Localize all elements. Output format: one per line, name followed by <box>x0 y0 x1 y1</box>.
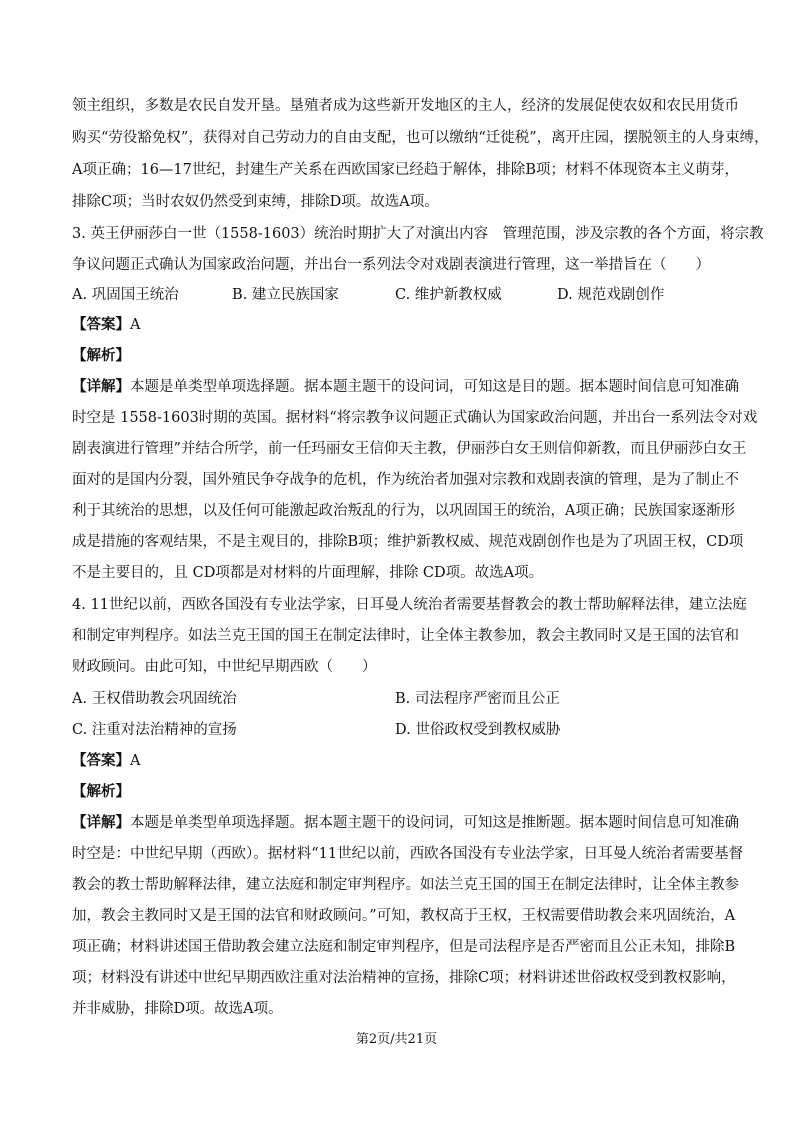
detail-line: 项；材料没有讲述中世纪早期西欧注重对法治精神的宣扬，排除C项；材料讲述世俗政权受到教权影响， <box>72 970 736 986</box>
analysis-tag: 【解析】 <box>72 347 130 364</box>
detail-line: 加，教会主教同时又是王国的法官和财政顾问。”可知，教权高于王权，王权需要借助教会来巩固统治，A <box>72 908 736 924</box>
detail-line: 【详解】本题是单类型单项选择题。据本题主题干的设问词，可知这是推断题。据本题时间信息可知准确 <box>72 814 739 831</box>
answer-line <box>72 750 140 772</box>
option-a: A. 巩固国王统治 <box>72 287 179 303</box>
page-footer: 第2页/共21页 <box>355 1032 438 1047</box>
option-b: B. 建立民族国家 <box>232 287 339 303</box>
detail-line: 教会的教士帮助解释法律，建立法庭和制定审判程序。如法兰克王国的国王在制定法律时，让全体主教参 <box>72 877 739 893</box>
detail-line: 成是措施的客观结果，不是主观目的，排除B项；维护新教权威、规范戏剧创作也是为了巩固王权，CD项 <box>72 534 744 550</box>
question-4-options-row2 <box>0 719 793 741</box>
paragraph-line: 购买“劳役豁免权”，获得对自己劳动力的自由支配，也可以缴纳“迁徙税”，离开庄园，摆脱领主的人身束缚， <box>72 130 769 146</box>
paragraph-line: A项正确；16—17世纪，封建生产关系在西欧国家已经趋于解体，排除B项；材料不体现资本主义萌芽， <box>72 162 740 178</box>
question-4-stem: 和制定审判程序。如法兰克王国的国王在制定法律时，让全体主教参加，教会主教同时又是王国的法官和 <box>72 628 739 644</box>
detail-line: 面对的是国内分裂，国外殖民争夺战争的危机，作为统治者加强对宗教和戏剧表演的管理，是为了制止不 <box>72 472 739 488</box>
question-3-options <box>0 284 793 306</box>
question-4-stem: 4. 11世纪以前，西欧各国没有专业法学家，日耳曼人统治者需要基督教会的教士帮助解释法律，建立法庭 <box>72 597 747 613</box>
option-b: B. 司法程序严密而且公正 <box>395 691 560 707</box>
detail-line: 项正确；材料讲述国王借助教会建立法庭和制定审判程序，但是司法程序是否严密而且公正未知，排除B <box>72 939 736 955</box>
answer-line <box>72 314 140 336</box>
detail-line: 时空是：中世纪早期（西欧）。据材料“11世纪以前，西欧各国没有专业法学家，日耳曼人统治者需要基督 <box>72 846 744 862</box>
question-3-stem: 争议问题正式确认为国家政治问题，并出台一系列法令对戏剧表演进行管理，这一举措旨在（ ） <box>72 257 710 273</box>
paragraph-line: 排除C项；当时农奴仍然受到束缚，排除D项。故选A项。 <box>72 194 439 210</box>
question-3-stem: 3. 英王伊丽莎白一世（1558-1603）统治时期扩大了对演出内容 管理范围，涉及宗教的各个方面，将宗教 <box>72 226 764 242</box>
detail-line: 时空是 1558-1603时期的英国。据材料“将宗教争议问题正式确认为国家政治问题，并出台一系列法令对戏 <box>72 410 758 426</box>
detail-tag: 【详解】 <box>72 814 130 831</box>
detail-line: 并非威胁，排除D项。故选A项。 <box>72 1001 283 1017</box>
detail-line: 【详解】本题是单类型单项选择题。据本题主题干的设问词，可知这是目的题。据本题时间信息可知准确 <box>72 378 739 395</box>
answer-value: A <box>130 317 141 333</box>
detail-line: 利于其统治的思想，以及任何可能激起政治叛乱的行为，以巩固国王的统治，A项正确；民族国家逐渐形 <box>72 503 735 519</box>
option-d: D. 世俗政权受到教权威胁 <box>395 722 561 738</box>
answer-value: A <box>130 753 141 769</box>
option-c: C. 注重对法治精神的宣扬 <box>72 722 237 738</box>
option-c: C. 维护新教权威 <box>395 287 502 303</box>
paragraph-line: 领主组织，多数是农民自发开垦。垦殖者成为这些新开发地区的主人，经济的发展促使农奴和农民用货币 <box>72 98 739 114</box>
question-4-options-row1 <box>0 688 793 710</box>
detail-tag: 【详解】 <box>72 378 130 395</box>
option-a: A. 王权借助教会巩固统治 <box>72 691 237 707</box>
option-d: D. 规范戏剧创作 <box>557 287 665 303</box>
question-4-stem: 财政顾问。由此可知，中世纪早期西欧（ ） <box>72 659 377 675</box>
analysis-tag: 【解析】 <box>72 783 130 800</box>
detail-line: 剧表演进行管理”并结合所学，前一任玛丽女王信仰天主教，伊丽莎白女王则信仰新教，而且伊丽莎白女王 <box>72 441 747 457</box>
detail-line: 不是主要目的，且 CD项都是对材料的片面理解，排除 CD项。故选A项。 <box>72 565 544 581</box>
answer-tag: 【答案】 <box>72 316 130 333</box>
answer-tag: 【答案】 <box>72 752 130 769</box>
